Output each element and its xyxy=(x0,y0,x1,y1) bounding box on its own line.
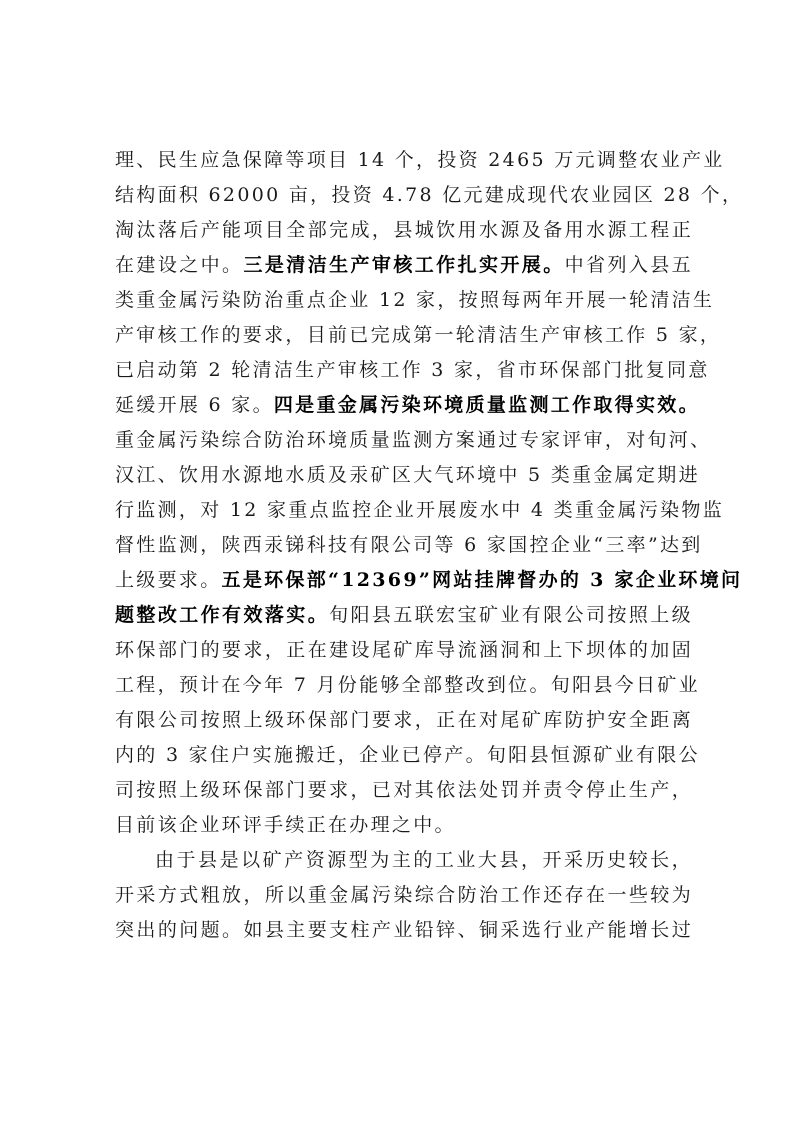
text-line xyxy=(115,808,693,843)
body-text: 结构面积 62000 亩，投资 4.78 亿元建成现代农业园区 28 个， xyxy=(115,184,744,206)
text-line xyxy=(115,528,703,563)
text-line xyxy=(115,703,693,738)
body-text: 汉江、饮用水源地水质及汞矿区大气环境中 5 类重金属定期进 xyxy=(115,464,700,486)
body-text: 工程，预计在今年 7 月份能够全部整改到位。旬阳县今日矿业 xyxy=(115,674,700,696)
bold-heading-text: 五是环保部“12369”网站挂牌督办的 3 家企业环境问 xyxy=(221,569,743,591)
text-line xyxy=(115,213,693,248)
body-text: 内的 3 家住户实施搬迁，企业已停产。旬阳县恒源矿业有限公 xyxy=(115,744,700,766)
body-text: 环保部门的要求，正在建设尾矿库导流涵洞和上下坝体的加固 xyxy=(115,639,693,661)
body-text: 督性监测，陕西汞锑科技有限公司等 6 家国控企业“三率”达到 xyxy=(115,534,703,556)
body-text: 延缓开展 6 家。 xyxy=(115,394,274,416)
text-line xyxy=(115,633,693,668)
text-line xyxy=(115,458,700,493)
body-text: 上级要求。 xyxy=(115,569,222,591)
body-text: 理、民生应急保障等项目 14 个，投资 2465 万元调整农业产业 xyxy=(115,149,725,171)
body-text: 淘汰落后产能项目全部完成，县城饮用水源及备用水源工程正 xyxy=(115,219,693,241)
text-line xyxy=(115,283,715,318)
text-line xyxy=(115,738,700,773)
text-line xyxy=(115,143,725,178)
text-line xyxy=(115,563,743,598)
body-text: 在建设之中。 xyxy=(115,254,244,276)
text-line xyxy=(115,178,744,213)
text-line xyxy=(115,878,693,913)
body-text: 开采方式粗放，所以重金属污染综合防治工作还存在一些较为 xyxy=(115,884,693,906)
document-page xyxy=(115,143,744,948)
text-line xyxy=(115,843,693,878)
text-line xyxy=(115,598,693,633)
text-line xyxy=(115,353,710,388)
text-line xyxy=(115,248,693,283)
body-text: 已启动第 2 轮清洁生产审核工作 3 家，省市环保部门批复同意 xyxy=(115,359,710,381)
bold-heading-text: 题整改工作有效落实。 xyxy=(115,604,330,626)
body-text: 行监测，对 12 家重点监控企业开展废水中 4 类重金属污染物监 xyxy=(115,499,725,521)
body-text: 类重金属污染防治重点企业 12 家，按照每两年开展一轮清洁生 xyxy=(115,289,715,311)
body-text: 中省列入县五 xyxy=(564,254,693,276)
body-text: 有限公司按照上级环保部门要求，正在对尾矿库防护安全距离 xyxy=(115,709,693,731)
text-line xyxy=(115,773,693,808)
body-text: 产审核工作的要求，目前已完成第一轮清洁生产审核工作 5 家， xyxy=(115,324,722,346)
body-text: 突出的问题。如县主要支柱产业铅锌、铜采选行业产能增长过 xyxy=(115,919,693,941)
bold-heading-text: 三是清洁生产审核工作扎实开展。 xyxy=(243,254,565,276)
text-line xyxy=(115,423,712,458)
text-line xyxy=(115,493,725,528)
text-line xyxy=(115,913,693,948)
body-text: 由于县是以矿产资源型为主的工业大县，开采历史较长， xyxy=(155,849,693,871)
body-text: 目前该企业环评手续正在办理之中。 xyxy=(115,814,456,836)
body-text: 重金属污染综合防治环境质量监测方案通过专家评审，对旬河、 xyxy=(115,429,712,451)
body-text: 司按照上级环保部门要求，已对其依法处罚并责令停止生产， xyxy=(115,779,693,801)
body-text: 旬阳县五联宏宝矿业有限公司按照上级 xyxy=(329,604,693,626)
bold-heading-text: 四是重金属污染环境质量监测工作取得实效。 xyxy=(273,394,700,416)
text-line xyxy=(115,318,722,353)
text-line xyxy=(115,388,700,423)
text-line xyxy=(115,668,700,703)
